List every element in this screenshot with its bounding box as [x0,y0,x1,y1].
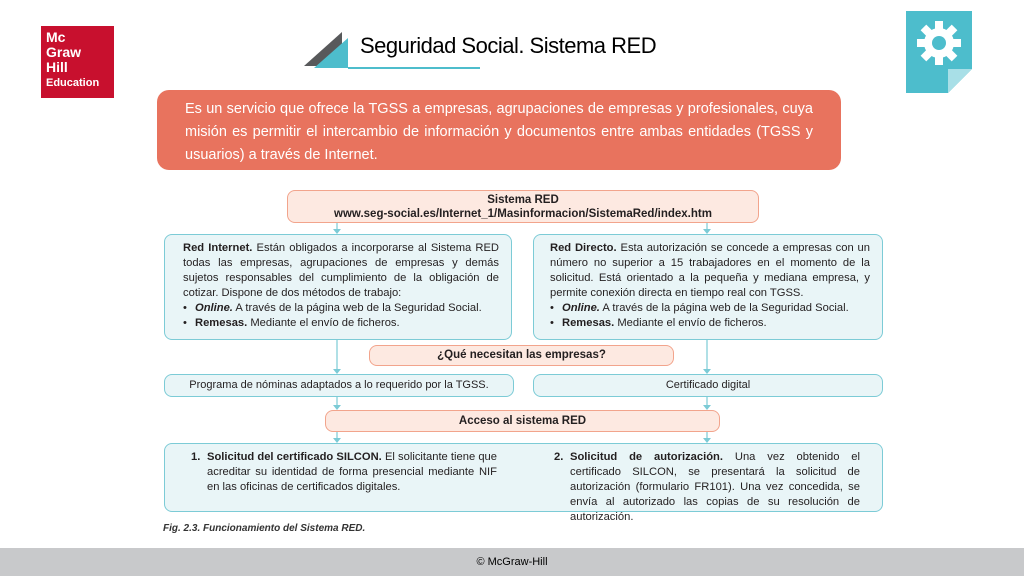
need-certificate-box: Certificado digital [533,374,883,397]
red-internet-desc: Están obligados a incorporarse al Sistema RED todas las empresas, agrupaciones de empresas y demás sujetos responsables del cumplimiento de la obligación de cotizar. Dispone de dos métodos de trabajo: [183,242,499,299]
list-item: • Online. A través de la página web de la Seguridad Social. [195,301,499,316]
list-item: • Remesas. Mediante el envío de ficheros. [195,316,499,331]
sistema-red-name: Sistema RED [487,194,559,206]
red-directo-text [550,241,870,301]
red-directo-title: Red Directo. [550,242,617,254]
step-2: 2. Solicitud de autorización. Una vez obtenido el certificado SILCON, se presentará la solicitud de autorización (formulario FR101). Una vez concedida, se envía al autorizado las copias de su resolución de autorización. [554,451,861,523]
red-directo-box [533,234,883,340]
need-payroll-box: Programa de nóminas adaptados a lo requerido por la TGSS. [164,374,514,397]
step-1: 1. Solicitud del certificado SILCON. El solicitante tiene que acreditar su identidad de forma presencial mediante NIF en las oficinas de certificados digitales. [191,451,497,493]
step-2-text: Una vez obtenido el certificado SILCON, se presentará la solicitud de autorización (formulario FR101). Una vez concedida, se envía al autorizado las copias de su resolución de autorización. [570,451,861,523]
logo-line-1: Mc [46,29,66,45]
steps-box [164,443,883,523]
red-directo-methods [550,301,870,331]
list-item: • Remesas. Mediante el envío de ficheros. [562,316,870,331]
gear-document-icon [906,11,972,93]
figure-caption: Fig. 2.3. Funcionamiento del Sistema RED. [163,523,366,534]
slide-title: Seguridad Social. Sistema RED [360,33,657,58]
footer-copyright: © McGraw-Hill [0,548,1024,576]
mcgraw-hill-logo [41,26,114,98]
access-box: Acceso al sistema RED [325,410,720,432]
step-1-text: El solicitante tiene que acreditar su identidad de forma presencial mediante NIF en las oficinas de certificados digitales. [207,451,497,493]
intro-description: Es un servicio que ofrece la TGSS a empresas, agrupaciones de empresas y profesionales, cuya misión es permitir el intercambio de información y documentos entre ambas entidades (TGSS y usuarios) a través de Internet. [157,90,841,170]
sistema-red-box [287,190,759,223]
list-item: • Online. A través de la página web de la Seguridad Social. [562,301,870,316]
logo-line-2: Graw [46,44,82,60]
step-2-title: Solicitud de autorización. [570,451,724,463]
step-1-title: Solicitud del certificado SILCON. [207,451,382,463]
red-internet-text [183,241,499,301]
logo-line-3: Hill [46,59,68,75]
logo-line-4: Education [46,77,100,89]
red-internet-title: Red Internet. [183,242,253,254]
red-internet-methods [183,301,499,331]
sistema-red-url: www.seg-social.es/Internet_1/Masinformacion/SistemaRed/index.htm [334,208,712,220]
question-box: ¿Qué necesitan las empresas? [369,345,674,366]
red-internet-box [164,234,512,340]
red-directo-desc: Esta autorización se concede a empresas con un número no superior a 15 trabajadores en el momento de la solicitud. Está orientado a la pequeña y mediana empresa, y permite conexión directa en tiempo real con TGSS. [550,242,871,299]
